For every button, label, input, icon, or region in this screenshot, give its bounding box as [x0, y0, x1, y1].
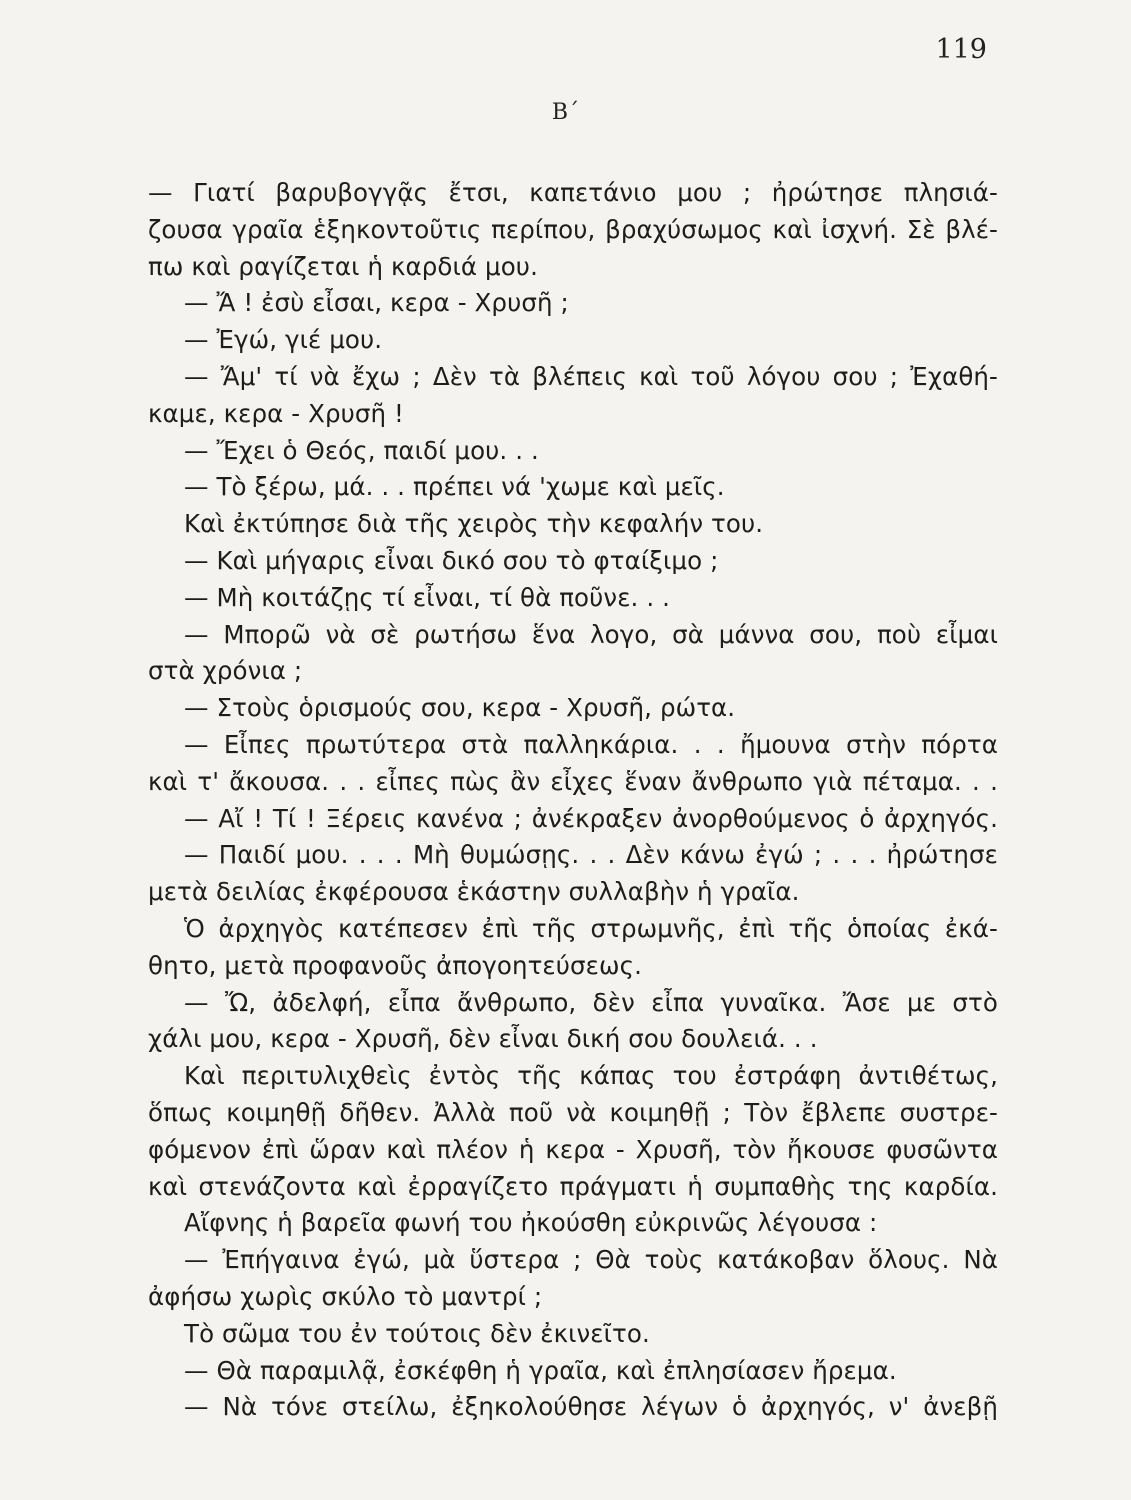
- text-line: — Γιατί βαρυβογγᾷς ἔτσι, καπετάνιο μου ; ἠρώτησε πλησιά-: [148, 178, 998, 207]
- text-line: Καὶ περιτυλιχθεὶς ἐντὸς τῆς κάπας του ἐστράφη ἀντιθέτως,: [184, 1061, 998, 1091]
- text-line: — Ἐπήγαινα ἐγώ, μὰ ὕστερα ; Θὰ τοὺς κατάκοβαν ὅλους. Νὰ: [184, 1245, 998, 1275]
- text-line: — Μπορῶ νὰ σὲ ρωτήσω ἕνα λογο, σὰ μάννα σου, ποὺ εἶμαι: [184, 619, 998, 649]
- body-text: [148, 175, 998, 1426]
- text-line: πω καὶ ραγίζεται ἡ καρδιά μου.: [148, 251, 538, 281]
- text-line: καὶ τ' ἄκουσα. . . εἶπες πὼς ἂν εἶχες ἕναν ἄνθρωπο γιὰ πέταμα. . .: [148, 766, 998, 796]
- text-line: — Ὤ, ἀδελφή, εἶπα ἄνθρωπο, δὲν εἶπα γυναῖκα. Ἄσε με στὸ: [184, 987, 998, 1017]
- text-line: — Ἄ ! ἐσὺ εἶσαι, κερα - Χρυσῆ ;: [184, 288, 569, 318]
- text-line: — Θὰ παραμιλᾷ, ἐσκέφθη ἡ γραῖα, καὶ ἐπλησίασεν ἤρεμα.: [184, 1355, 897, 1385]
- text-line: — Αἴ ! Τί ! Ξέρεις κανένα ; ἀνέκραξεν ἀνορθούμενος ὁ ἀρχηγός.: [184, 803, 998, 833]
- text-line: Ὁ ἀρχηγὸς κατέπεσεν ἐπὶ τῆς στρωμνῆς, ἐπὶ τῆς ὁποίας ἐκά-: [184, 913, 998, 943]
- page-number: 119: [935, 34, 987, 65]
- text-line: στὰ χρόνια ;: [148, 656, 303, 686]
- text-line: ζουσα γραῖα ἑξηκοντοῦτις περίπου, βραχύσωμος καὶ ἰσχνή. Σὲ βλέ-: [148, 214, 998, 244]
- text-line: — Μὴ κοιτάζῃς τί εἶναι, τί θὰ ποῦνε. . .: [184, 582, 670, 612]
- text-line: — Τὸ ξέρω, μά. . . πρέπει νά 'χωμε καὶ μεῖς.: [184, 472, 725, 502]
- text-line: φόμενον ἐπὶ ὥραν καὶ πλέον ἡ κερα - Χρυσῆ, τὸν ἤκουσε φυσῶντα: [148, 1134, 998, 1164]
- text-line: — Παιδί μου. . . . Μὴ θυμώσῃς. . . Δὲν κάνω ἐγώ ; . . . ἠρώτησε: [184, 840, 998, 870]
- text-line: θητο, μετὰ προφανοῦς ἀπογοητεύσεως.: [148, 950, 643, 980]
- text-line: — Καὶ μήγαρις εἶναι δικό σου τὸ φταίξιμο ;: [184, 545, 719, 575]
- text-line: — Στοὺς ὁρισμούς σου, κερα - Χρυσῆ, ρώτα.: [184, 693, 736, 723]
- text-line: Αἴφνης ἡ βαρεῖα φωνή του ἠκούσθη εὐκρινῶς λέγουσα :: [184, 1208, 878, 1238]
- text-line: — Ἔχει ὁ Θεός, παιδί μου. . .: [184, 435, 539, 465]
- text-line: ἀφήσω χωρὶς σκύλο τὸ μαντρί ;: [148, 1281, 543, 1311]
- text-line: Καὶ ἐκτύπησε διὰ τῆς χειρὸς τὴν κεφαλήν του.: [184, 509, 764, 539]
- text-line: Τὸ σῶμα του ἐν τούτοις δὲν ἐκινεῖτο.: [184, 1318, 650, 1348]
- text-line: — Εἶπες πρωτύτερα στὰ παλληκάρια. . . ἤμουνα στὴν πόρτα: [184, 729, 998, 759]
- text-line: — Νὰ τόνε στείλω, ἐξηκολούθησε λέγων ὁ ἀρχηγός, ν' ἀνεβῇ: [184, 1392, 998, 1422]
- text-line: ὅπως κοιμηθῇ δῆθεν. Ἀλλὰ ποῦ νὰ κοιμηθῇ ; Τὸν ἔβλεπε συστρε-: [148, 1097, 998, 1127]
- text-line: μετὰ δειλίας ἐκφέρουσα ἑκάστην συλλαβὴν ἡ γραῖα.: [148, 877, 800, 907]
- text-line: καμε, κερα - Χρυσῆ !: [148, 398, 404, 428]
- text-line: χάλι μου, κερα - Χρυσῆ, δὲν εἶναι δική σου δουλειά. . .: [148, 1024, 818, 1054]
- text-line: — Ἄμ' τί νὰ ἔχω ; Δὲν τὰ βλέπεις καὶ τοῦ λόγου σου ; Ἐχαθή-: [184, 361, 998, 391]
- text-line: καὶ στενάζοντα καὶ ἐρραγίζετο πράγματι ἡ συμπαθὴς της καρδία.: [148, 1171, 998, 1201]
- text-line: — Ἐγώ, γιέ μου.: [184, 325, 383, 355]
- section-heading: Β΄: [551, 100, 580, 125]
